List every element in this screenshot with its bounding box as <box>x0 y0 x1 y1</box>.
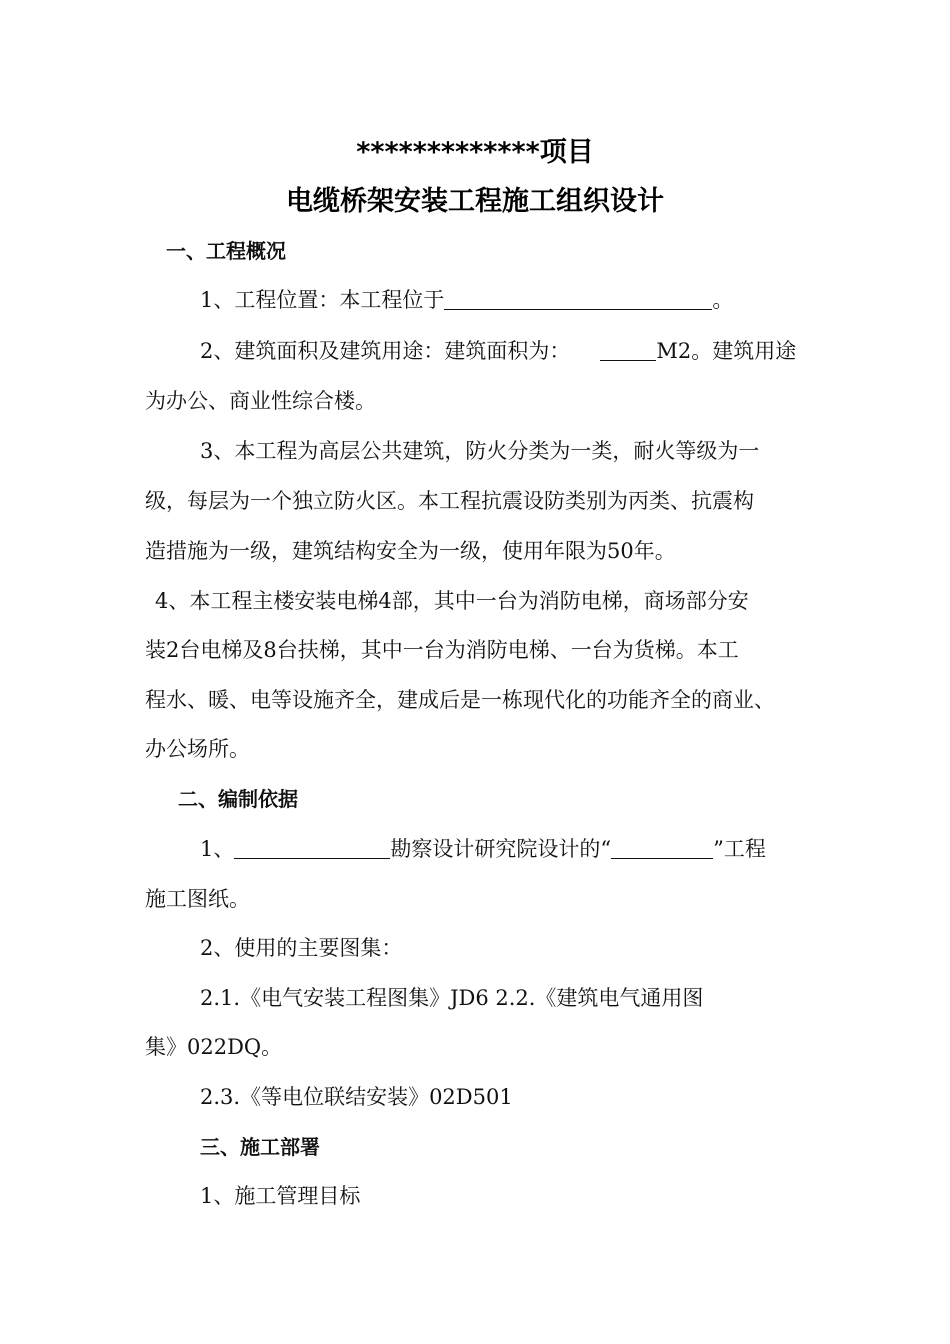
s2-p3-line-2: 集》022DQ。 <box>145 1035 283 1059</box>
s1-p2-suffix: M2。建筑用途 <box>656 339 797 363</box>
s2-p1-suffix: ”工程 <box>713 837 766 861</box>
s1-p4-line-4: 办公场所。 <box>145 737 250 761</box>
s2-p1-line-2: 施工图纸。 <box>145 887 250 911</box>
s1-p4-line-2: 装2台电梯及8台扶梯，其中一台为消防电梯、一台为货梯。本工 <box>145 638 739 662</box>
s2-p1-prefix: 1、 <box>200 837 235 861</box>
s2-paragraph-2: 2、使用的主要图集： <box>200 936 403 960</box>
project-title: *************项目 <box>356 137 594 168</box>
area-blank <box>600 338 656 361</box>
s1-p3-line-3: 造措施为一级，建筑结构安全为一级，使用年限为50年。 <box>145 539 676 563</box>
s1-paragraph-2 <box>200 336 796 366</box>
s1-p2-prefix: 2、建筑面积及建筑用途：建筑面积为： <box>200 339 571 363</box>
s2-p3-line-1: 2.1.《电气安装工程图集》JD6 2.2.《建筑电气通用图 <box>200 986 704 1010</box>
s2-p1-mid: 勘察设计研究院设计的“ <box>390 837 612 861</box>
s1-p3-line-1: 3、本工程为高层公共建筑，防火分类为一类，耐火等级为一 <box>200 439 760 463</box>
s1-p4-line-3: 程水、暖、电等设施齐全，建成后是一栋现代化的功能齐全的商业、 <box>145 688 775 712</box>
s3-paragraph-1: 1、施工管理目标 <box>200 1184 361 1208</box>
s1-p3-line-2: 级，每层为一个独立防火区。本工程抗震设防类别为丙类、抗震构 <box>145 489 754 513</box>
s2-paragraph-4: 2.3.《等电位联结安装》02D501 <box>200 1085 513 1109</box>
s1-p1-suffix: 。 <box>712 288 734 312</box>
project-name-blank <box>611 836 713 859</box>
location-blank <box>444 287 712 310</box>
institute-blank <box>234 836 390 859</box>
document-title: 电缆桥架安装工程施工组织设计 <box>286 186 664 217</box>
s2-paragraph-1 <box>200 834 766 864</box>
s1-p2-line-2: 为办公、商业性综合楼。 <box>145 389 376 413</box>
s1-p4-line-1: 4、本工程主楼安装电梯4部，其中一台为消防电梯，商场部分安 <box>155 589 749 613</box>
s1-p1-prefix: 1、工程位置：本工程位于 <box>200 288 445 312</box>
section-1-heading: 一、工程概况 <box>166 239 286 263</box>
section-3-heading: 三、施工部署 <box>200 1135 320 1159</box>
s1-paragraph-1 <box>200 285 733 315</box>
section-2-heading: 二、编制依据 <box>178 787 298 811</box>
